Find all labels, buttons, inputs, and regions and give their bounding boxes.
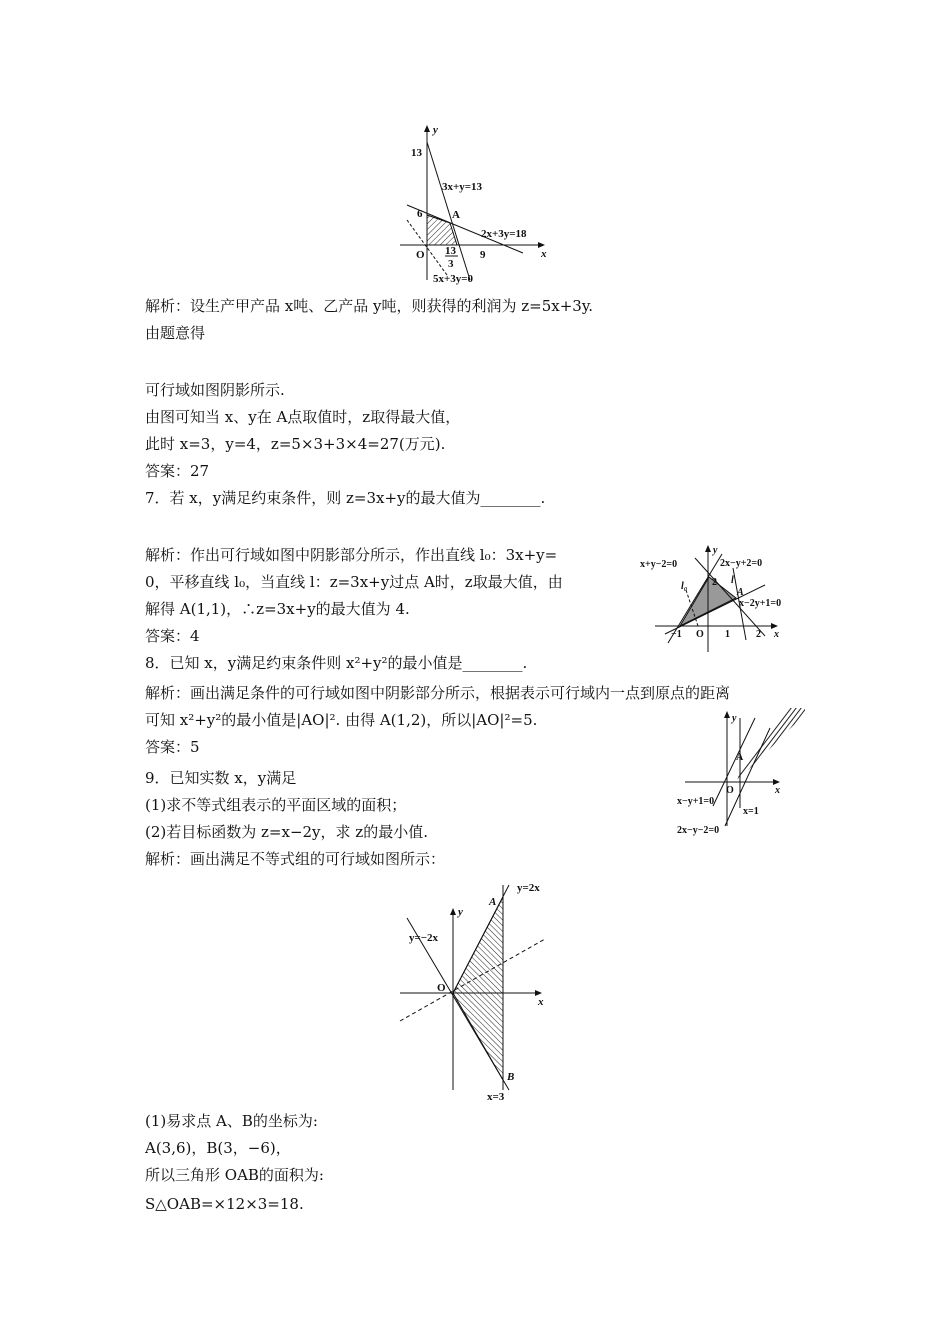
x-tick-9: 9: [480, 249, 486, 261]
x-tick-minus-1: −1: [671, 629, 682, 640]
q7-solution-line-1: 解析：作出可行域如图中阴影部分所示，作出直线 l₀：3x+y=: [145, 546, 558, 564]
point-a-label: A: [489, 896, 497, 908]
y-tick-6: 6: [417, 208, 423, 220]
shaded-triangle-oab: [453, 897, 503, 1080]
q8-answer: 答案：5: [145, 738, 200, 756]
q8-stem: 8．已知 x，y满足约束条件则 x²+y²的最小值是________.: [145, 654, 528, 672]
x-tick-1: 1: [725, 629, 730, 640]
q7-answer: 答案：4: [145, 627, 200, 645]
y-tick-13: 13: [411, 147, 422, 159]
q8-solution-line-2: 可知 x²+y²的最小值是|AO|². 由得 A(1,2)，所以|AO|²=5.: [145, 711, 538, 729]
q9-result-line-1: (1)易求点 A、B的坐标为:: [145, 1112, 318, 1130]
line-label-x-2y-1: x−2y+1=0: [739, 598, 782, 609]
q9-result-line-4: S△OAB=×12×3=18.: [145, 1195, 304, 1213]
x-axis-label: x: [538, 996, 544, 1008]
x-axis-label: x: [541, 248, 547, 260]
q7-solution-line-3: 解得 A(1,1)，∴z=3x+y的最大值为 4.: [145, 600, 410, 618]
line-label-5x-3y-0: 5x+3y=0: [433, 273, 474, 285]
line-label-3x-y-13: 3x+y=13: [442, 181, 483, 193]
q9-part-1: (1)求不等式组表示的平面区域的面积；: [145, 796, 407, 814]
line-label-2x-y-2: 2x−y−2=0: [677, 825, 720, 836]
q9-result-line-2: A(3,6)，B(3，−6)，: [145, 1139, 291, 1157]
line-label-2x-3y-18: 2x+3y=18: [481, 228, 527, 240]
figure-4-triangle-region: [395, 875, 560, 1105]
y-axis-arrow: [724, 711, 730, 718]
p6-solution-line-1: 解析：设生产甲产品 x吨、乙产品 y吨，则获得的利润为 z=5x+3y.: [145, 297, 594, 315]
line-label-y-2x: y=2x: [517, 882, 540, 894]
y-axis-label: y: [458, 906, 463, 918]
y-axis-arrow: [450, 908, 456, 915]
line-label-x-3: x=3: [487, 1091, 505, 1103]
figure-1-feasible-region: [395, 120, 565, 290]
origin-label: O: [437, 982, 446, 994]
p6-solution-line-4: 由图可知当 x、y在 A点取值时，z取得最大值，: [145, 408, 461, 426]
q9-stem: 9．已知实数 x，y满足: [145, 769, 297, 787]
origin-label: O: [726, 785, 734, 796]
point-a-label: A: [736, 752, 744, 763]
y-axis-label: y: [713, 545, 718, 556]
p6-solution-line-3: 可行域如图阴影所示.: [145, 381, 285, 399]
x-axis-label: x: [774, 629, 779, 640]
p6-answer: 答案：27: [145, 462, 210, 480]
q8-solution-line-1: 解析：画出满足条件的可行域如图中阴影部分所示，根据表示可行域内一点到原点的距离: [145, 684, 731, 702]
y-axis-label: y: [433, 124, 438, 136]
x-tick-13-3-num: 13: [445, 245, 456, 257]
point-b-label: B: [507, 1071, 515, 1083]
point-a-label: A: [452, 209, 460, 221]
p6-solution-line-5: 此时 x=3，y=4，z=5×3+3×4=27(万元).: [145, 435, 446, 453]
label-l0: l₀: [681, 581, 688, 592]
q9-part-2: (2)若目标函数为 z=x−2y，求 z的最小值.: [145, 823, 428, 841]
y-axis-arrow: [705, 545, 711, 552]
q9-result-line-3: 所以三角形 OAB的面积为:: [145, 1166, 324, 1184]
line-label-x-y-1: x−y+1=0: [677, 796, 715, 807]
label-l: l: [731, 575, 734, 586]
figure-2-feasible-region: [640, 540, 810, 655]
line-x-y-1: [713, 718, 755, 806]
x-tick-2: 2: [756, 629, 761, 640]
q7-stem: 7．若 x，y满足约束条件，则 z=3x+y的最大值为________.: [145, 489, 546, 507]
y-axis-arrow: [424, 125, 430, 132]
line-label-x-y-2: x+y−2=0: [640, 559, 678, 570]
y-axis-label: y: [732, 713, 737, 724]
y-tick-2: 2: [712, 577, 717, 588]
x-tick-13-3-den: 3: [448, 258, 454, 270]
q7-solution-line-2: 0，平移直线 l₀，当直线 l：z=3x+y过点 A时，z取最大值，由: [145, 573, 563, 591]
p6-solution-line-2: 由题意得: [145, 324, 206, 342]
origin-label: O: [696, 629, 704, 640]
point-a-label: A: [737, 587, 744, 598]
line-label-y-neg-2x: y=−2x: [409, 932, 439, 944]
origin-label: O: [416, 249, 425, 261]
line-label-2x-y-2: 2x−y+2=0: [720, 558, 763, 569]
line-label-x-1: x=1: [743, 806, 759, 817]
figure-3-feasible-region: [675, 708, 810, 838]
x-axis-label: x: [775, 785, 780, 796]
q9-solution-intro: 解析：画出满足不等式组的可行域如图所示：: [145, 850, 446, 868]
